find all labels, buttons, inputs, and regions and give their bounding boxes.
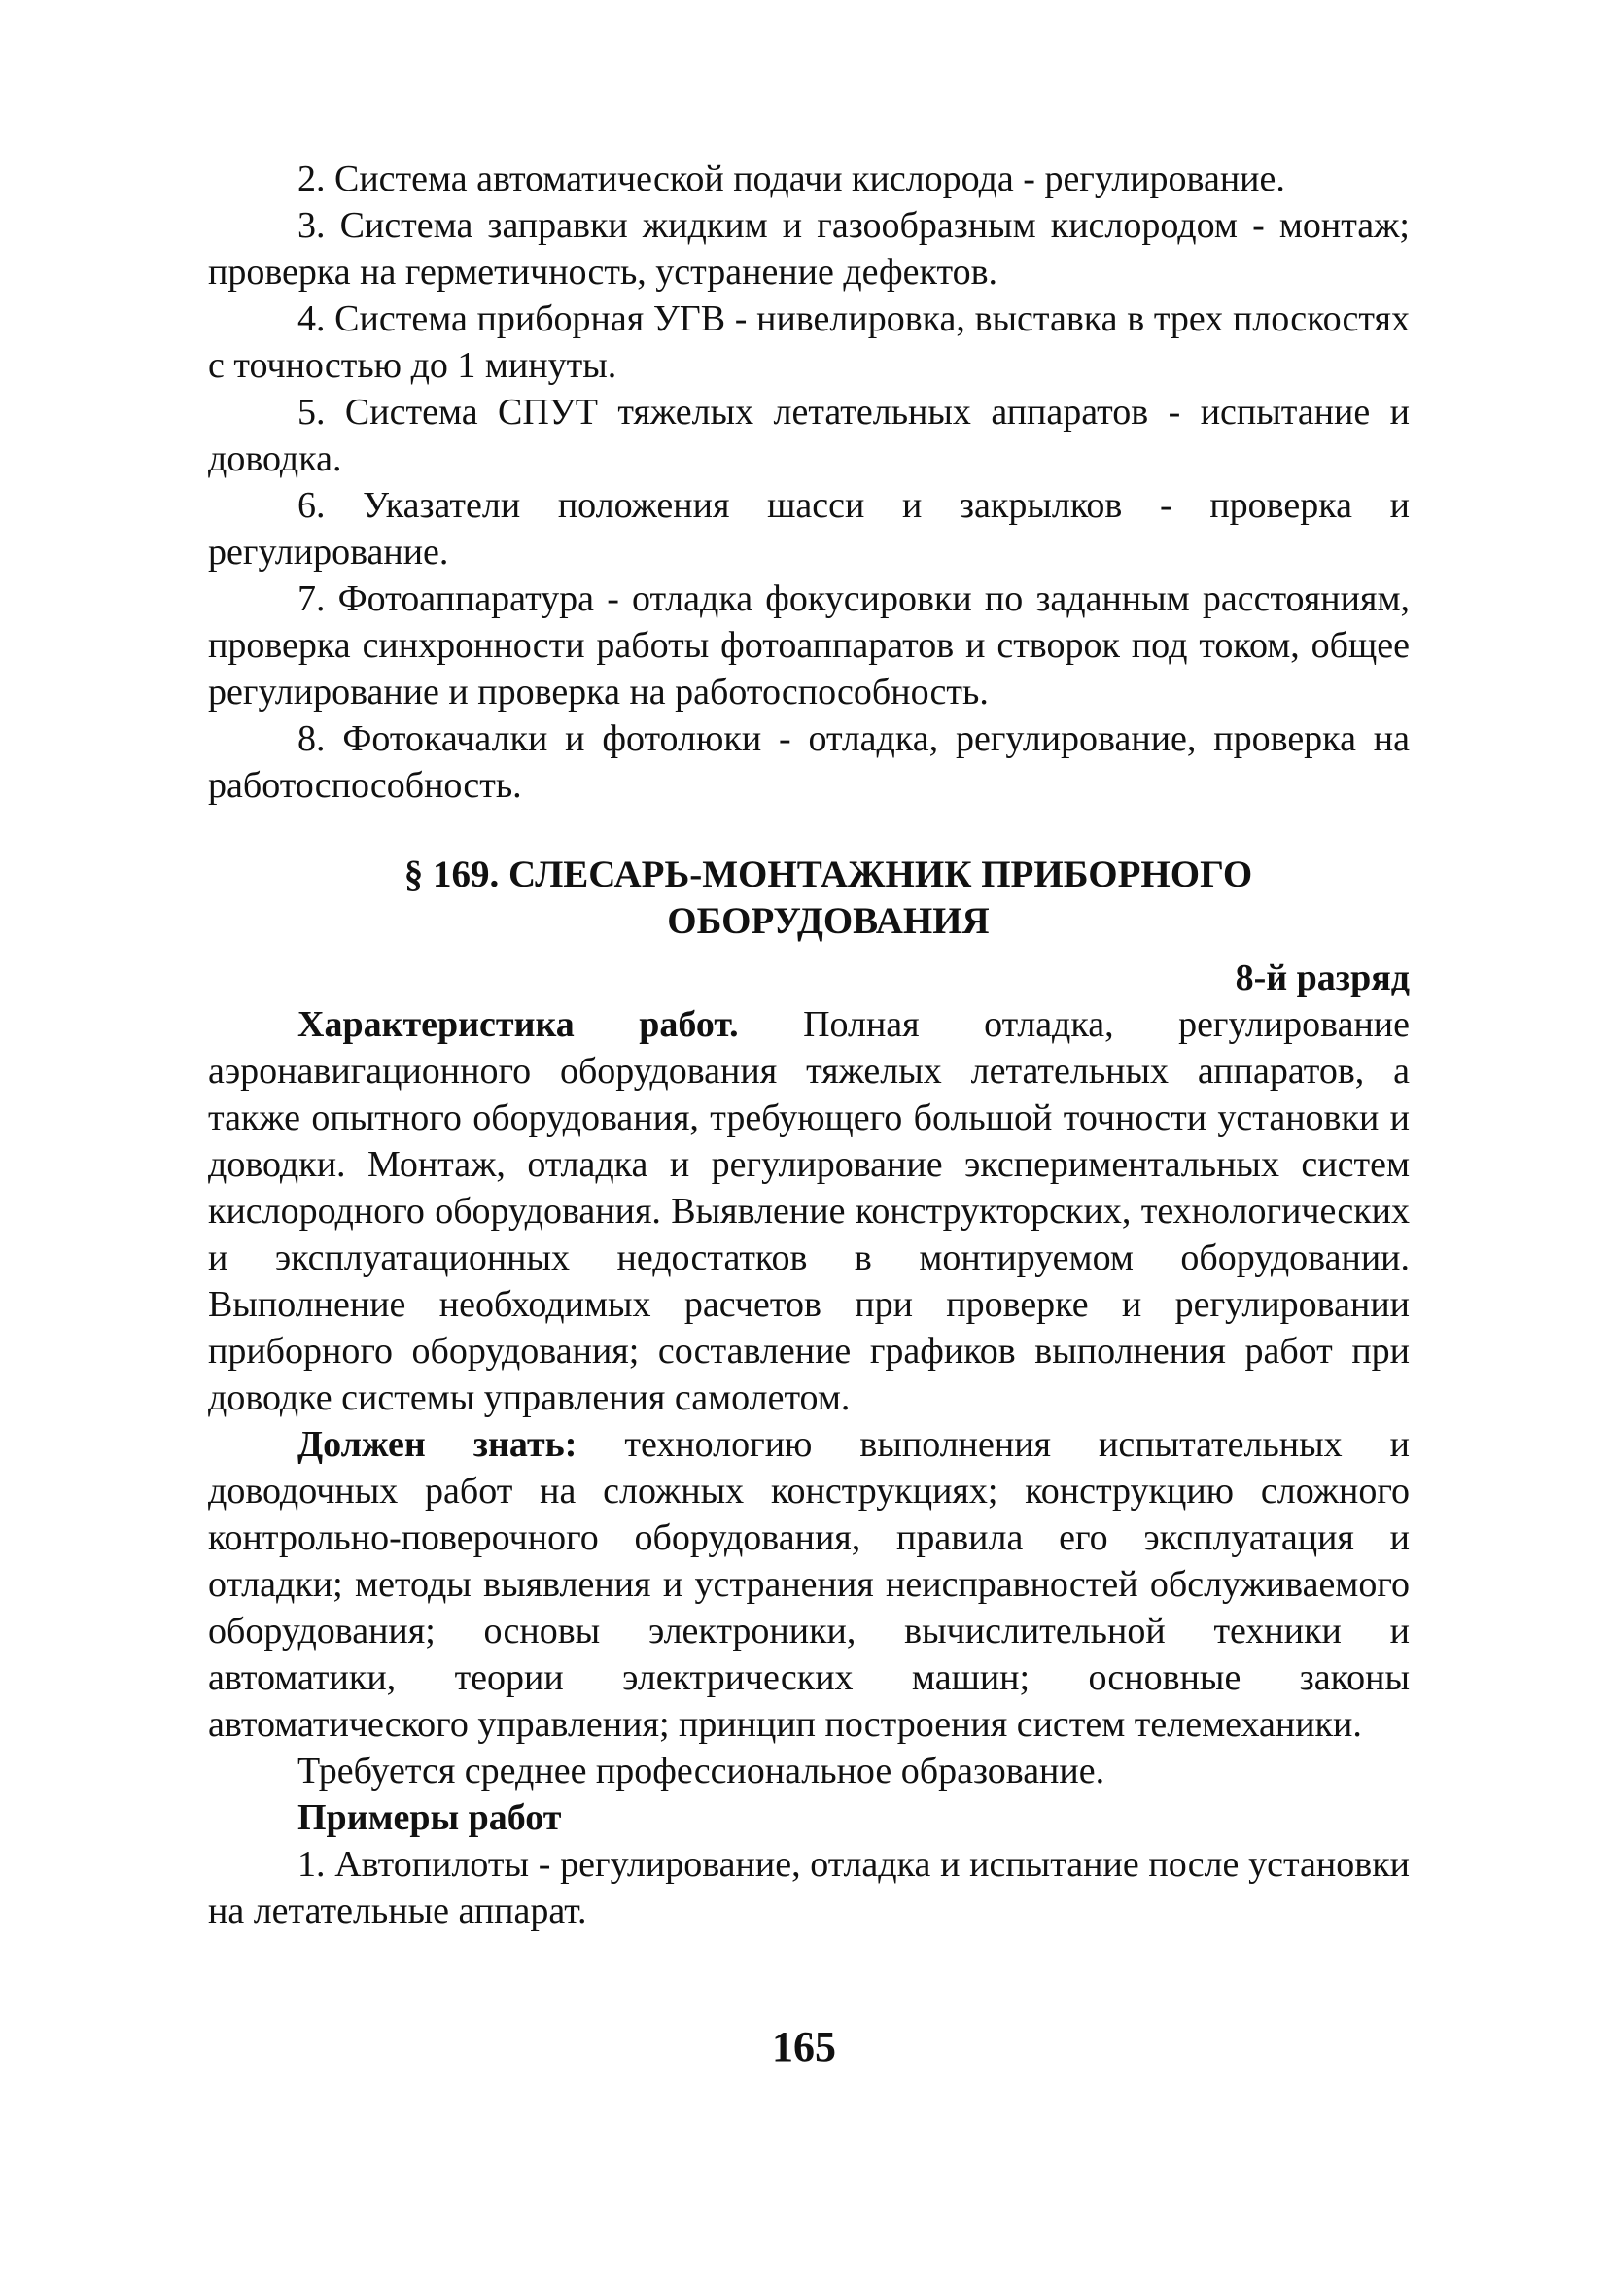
- section-heading-line1: § 169. СЛЕСАРЬ-МОНТАЖНИК ПРИБОРНОГО: [403, 853, 1253, 895]
- characteristics-paragraph: [208, 1001, 1410, 1421]
- list-item: 3. Система заправки жидким и газообразным кислородом - монтаж; проверка на герметичность, устранение дефектов.: [208, 205, 1410, 293]
- education-paragraph: Требуется среднее профессиональное образование.: [297, 1751, 1105, 1792]
- knowledge-paragraph: [208, 1421, 1410, 1748]
- list-item: 6. Указатели положения шасси и закрылков - проверка и регулирование.: [208, 485, 1410, 573]
- section-heading-line2: ОБОРУДОВАНИЯ: [667, 900, 990, 942]
- characteristics-text: Полная отладка, регулирование аэронавигационного оборудования тяжелых летательных аппаратов, а также опытного оборудования, требующего большой точности установки и доводки. Монтаж, отладка и регулирование экспериментальных систем кислородного оборудования. Выявление конструкторских, технологических и эксплуатационных недостатков в монтируемом оборудовании. Выполнение необходимых расчетов при проверке и регулировании приборного оборудования; составление графиков выполнения работ при доводке системы управления самолетом.: [208, 1004, 1410, 1418]
- knowledge-text: технологию выполнения испытательных и доводочных работ на сложных конструкциях; конструкцию сложного контрольно-поверочного оборудования, правила его эксплуатация и отладки; методы выявления и устранения неисправностей обслуживаемого оборудования; основы электроники, вычислительной техники и автоматики, теории электрических машин; основные законы автоматического управления; принцип построения систем телемеханики.: [208, 1424, 1410, 1745]
- example-item: 1. Автопилоты - регулирование, отладка и испытание после установки на летательные аппарат.: [208, 1844, 1410, 1931]
- grade-label: 8-й разряд: [1235, 957, 1410, 998]
- section-heading: [208, 852, 1410, 945]
- list-item: 8. Фотокачалки и фотолюки - отладка, регулирование, проверка на работоспособность.: [208, 718, 1410, 806]
- list-item: 4. Система приборная УГВ - нивелировка, выставка в трех плоскостях с точностью до 1 минуты.: [208, 298, 1410, 386]
- examples-title: Примеры работ: [297, 1797, 562, 1838]
- knowledge-label: Должен знать:: [297, 1424, 577, 1465]
- page-number: 165: [772, 2023, 836, 2070]
- list-item: 7. Фотоаппаратура - отладка фокусировки по заданным расстояниям, проверка синхронности работы фотоаппаратов и створок под током, общее регулирование и проверка на работоспособность.: [208, 578, 1410, 713]
- list-item: 2. Система автоматической подачи кислорода - регулирование.: [297, 158, 1285, 199]
- list-item: 5. Система СПУТ тяжелых летательных аппаратов - испытание и доводка.: [208, 392, 1410, 479]
- characteristics-label: Характеристика работ.: [297, 1004, 739, 1045]
- page-body: [208, 156, 1410, 1934]
